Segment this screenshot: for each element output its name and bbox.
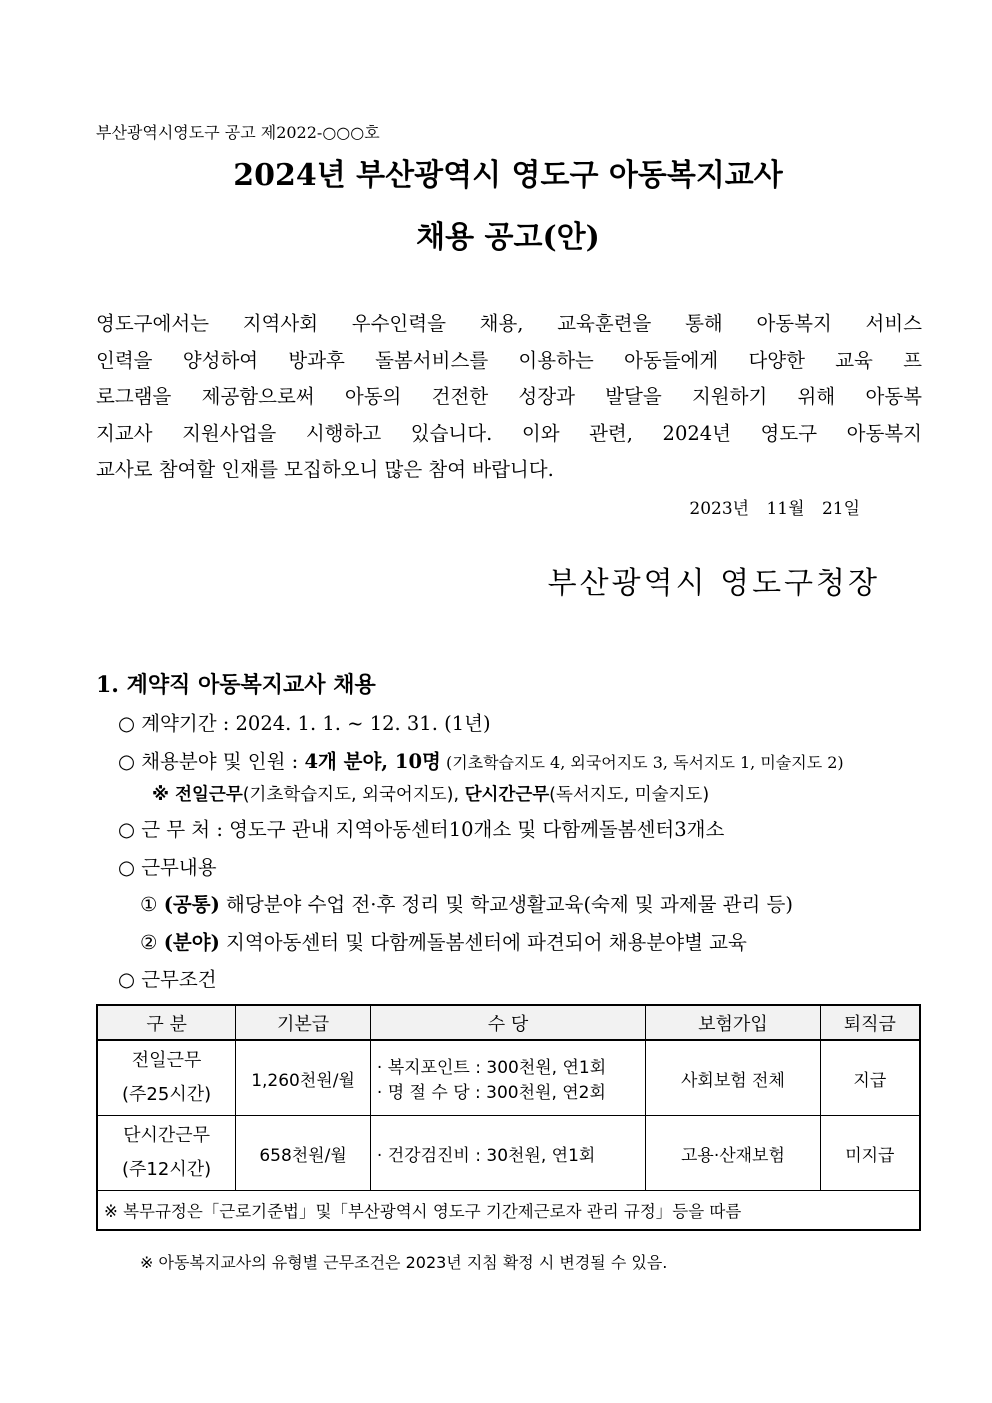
page-title: 2024년 부산광역시 영도구 아동복지교사 xyxy=(233,158,783,193)
header-base-pay: 기본급 xyxy=(236,1005,371,1040)
division-name: 단시간근무 xyxy=(123,1125,211,1146)
table-row xyxy=(97,1116,920,1191)
severance-cell: 지급 xyxy=(820,1040,920,1116)
table-note: ※ 복무규정은「근로기준법」및「부산광역시 영도구 기간제근로자 관리 규정」등을 따름 xyxy=(97,1191,920,1231)
allowance-cell xyxy=(370,1116,645,1191)
recruit-count: 4개 분야, 10명 xyxy=(304,750,441,773)
duty-mark: ② xyxy=(140,931,164,954)
duty-text: 해당분야 수업 전·후 정리 및 학교생활교육(숙제 및 과제물 관리 등) xyxy=(219,893,793,916)
parttime-label: 단시간근무 xyxy=(464,785,550,805)
duties-heading: ○ 근무내용 xyxy=(118,856,217,879)
notice-date: 2023년 11월 21일 xyxy=(689,499,860,519)
insurance-cell: 고용·산재보험 xyxy=(646,1116,821,1191)
header-allowance: 수 당 xyxy=(370,1005,645,1040)
allowance-item: · 건강검진비 : 30천원, 연1회 xyxy=(376,1145,596,1166)
duty-label: (공통) xyxy=(163,893,220,916)
duty-common xyxy=(140,889,793,917)
insurance-cell: 사회보험 전체 xyxy=(646,1040,821,1116)
base-pay-cell: 658천원/월 xyxy=(236,1116,371,1191)
intro-line: 영도구에서는 지역사회 우수인력을 채용, 교육훈련을 통해 아동복지 서비스 xyxy=(96,312,922,335)
conditions-table xyxy=(96,1004,921,1231)
header-division: 구 분 xyxy=(97,1005,236,1040)
recruit-detail: (기초학습지도 4, 외국어지도 3, 독서지도 1, 미술지도 2) xyxy=(440,753,844,772)
division-cell xyxy=(97,1040,236,1116)
footnote: ※ 아동복지교사의 유형별 근무조건은 2023년 지침 확정 시 변경될 수 있음. xyxy=(140,1253,668,1272)
duty-text: 지역아동센터 및 다함께돌봄센터에 파견되어 채용분야별 교육 xyxy=(219,931,747,954)
note-mark: ※ xyxy=(152,785,176,805)
fulltime-label: 전일근무 xyxy=(175,785,243,805)
fulltime-detail: (기초학습지도, 외국어지도), xyxy=(242,785,465,805)
header-severance: 퇴직금 xyxy=(820,1005,920,1040)
intro-line: 인력을 양성하여 방과후 돌봄서비스를 이용하는 아동들에게 다양한 교육 프 xyxy=(96,348,922,372)
allowance-item: · 명 절 수 당 : 300천원, 연2회 xyxy=(376,1083,606,1103)
recruit-prefix: ○ 채용분야 및 인원 : xyxy=(118,750,305,773)
conditions-heading: ○ 근무조건 xyxy=(118,968,217,991)
table-header-row xyxy=(97,1005,920,1040)
table-row xyxy=(97,1040,920,1116)
division-hours: (주12시간) xyxy=(122,1159,212,1180)
header-insurance: 보험가입 xyxy=(646,1005,821,1040)
allowance-item: · 복지포인트 : 300천원, 연1회 xyxy=(376,1058,607,1078)
issuer: 부산광역시 영도구청장 xyxy=(547,566,880,601)
severance-cell: 미지급 xyxy=(820,1116,920,1191)
duty-field xyxy=(140,927,747,955)
division-name: 전일근무 xyxy=(131,1050,202,1071)
intro-line: 로그램을 제공함으로써 아동의 건전한 성장과 발달을 지원하기 위해 아동복 xyxy=(96,385,922,408)
base-pay-cell: 1,260천원/월 xyxy=(236,1040,371,1116)
duty-mark: ① xyxy=(140,893,164,916)
work-type-note xyxy=(152,781,709,806)
intro-line: 교사로 참여할 인재를 모집하오니 많은 참여 바랍니다. xyxy=(96,458,554,481)
contract-period: ○ 계약기간 : 2024. 1. 1. ~ 12. 31. (1년) xyxy=(118,712,491,735)
recruit-info xyxy=(118,746,844,774)
notice-number: 부산광역시영도구 공고 제2022-○○○호 xyxy=(96,123,380,142)
parttime-detail: (독서지도, 미술지도) xyxy=(549,785,710,805)
division-cell xyxy=(97,1116,236,1191)
duty-label: (분야) xyxy=(163,931,220,954)
allowance-cell xyxy=(370,1040,645,1116)
section-heading: 1. 계약직 아동복지교사 채용 xyxy=(96,672,376,698)
division-hours: (주25시간) xyxy=(122,1084,212,1105)
table-note-row xyxy=(97,1191,920,1231)
workplace: ○ 근 무 처 : 영도구 관내 지역아동센터10개소 및 다함께돌봄센터3개소 xyxy=(118,818,725,841)
intro-paragraph xyxy=(96,306,922,489)
page-subtitle: 채용 공고(안) xyxy=(416,220,600,255)
intro-line: 지교사 지원사업을 시행하고 있습니다. 이와 관련, 2024년 영도구 아동복지 xyxy=(96,421,922,445)
